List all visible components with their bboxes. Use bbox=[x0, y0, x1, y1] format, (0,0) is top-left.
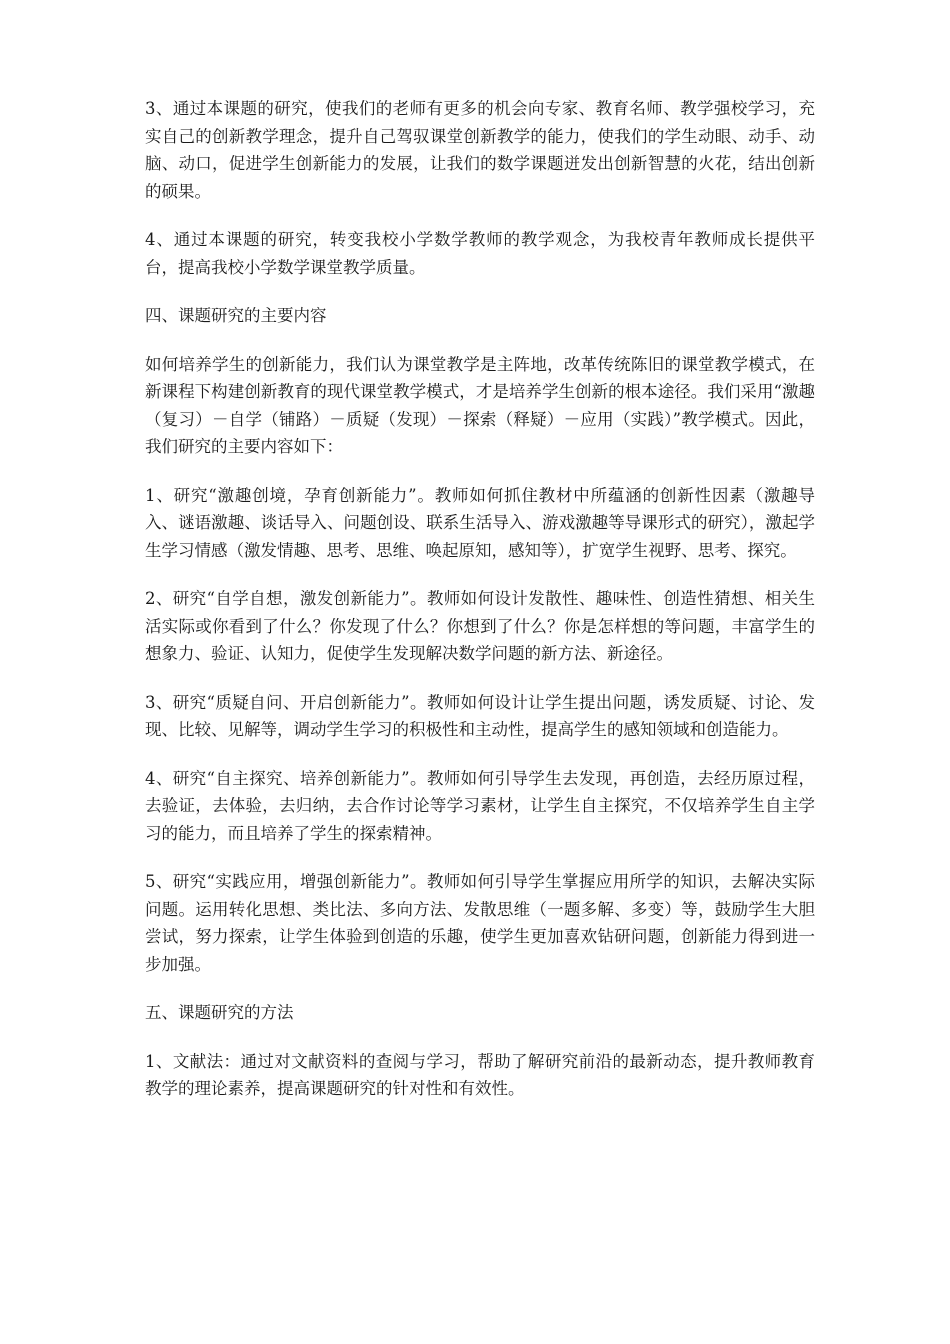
paragraph-method-1: 1、文献法：通过对文献资料的查阅与学习，帮助了解研究前沿的最新动态，提升教师教育教学的理论素养，提高课题研究的针对性和有效性。 bbox=[145, 1051, 815, 1098]
paragraph-content-4: 4、研究“自主探究、培养创新能力”。教师如何引导学生去发现，再创造，去经历原过程，去验证，去体验，去归纳，去合作讨论等学习素材，让学生自主探究，不仅培养学生自主学习的能力，而且培养了学生的探索精神。 bbox=[145, 768, 815, 843]
section-heading-research-methods: 五、课题研究的方法 bbox=[145, 1003, 294, 1022]
paragraph-goal-4: 4、通过本课题的研究，转变我校小学数学教师的教学观念，为我校青年教师成长提供平台，提高我校小学数学课堂教学质量。 bbox=[145, 230, 815, 277]
paragraph-content-3: 3、研究“质疑自问、开启创新能力”。教师如何设计让学生提出问题，诱发质疑、讨论、发现、比较、见解等，调动学生学习的积极性和主动性，提高学生的感知领域和创造能力。 bbox=[145, 692, 815, 739]
paragraph-content-2: 2、研究“自学自想，激发创新能力”。教师如何设计发散性、趣味性、创造性猜想、相关生活实际或你看到了什么？你发现了什么？你想到了什么？你是怎样想的等问题，丰富学生的想象力、验证、认知力，促使学生发现解决数学问题的新方法、新途径。 bbox=[145, 589, 815, 663]
paragraph-content-1: 1、研究“激趣创境，孕育创新能力”。教师如何抓住教材中所蕴涵的创新性因素（激趣导入、谜语激趣、谈话导入、问题创设、联系生活导入、游戏激趣等导课形式的研究），激起学生学习情感（激发情趣、思考、思维、唤起原知，感知等），扩宽学生视野、思考、探究。 bbox=[145, 485, 815, 560]
paragraph-goal-3: 3、通过本课题的研究，使我们的老师有更多的机会向专家、教育名师、教学强校学习，充实自己的创新教学理念，提升自己驾驭课堂创新教学的能力，使我们的学生动眼、动手、动脑、动口，促进学生创新能力的发展，让我们的数学课题迸发出创新智慧的火花，结出创新的硕果。 bbox=[145, 99, 815, 201]
section-heading-research-content: 四、课题研究的主要内容 bbox=[145, 306, 327, 325]
document-page bbox=[145, 95, 815, 1124]
paragraph-content-5: 5、研究“实践应用，增强创新能力”。教师如何引导学生掌握应用所学的知识，去解决实际问题。运用转化思想、类比法、多向方法、发散思维（一题多解、多变）等，鼓励学生大胆尝试，努力探索，让学生体验到创造的乐趣，使学生更加喜欢钻研问题，创新能力得到进一步加强。 bbox=[145, 872, 815, 974]
paragraph-content-intro: 如何培养学生的创新能力，我们认为课堂教学是主阵地，改革传统陈旧的课堂教学模式，在新课程下构建创新教育的现代课堂教学模式，才是培养学生创新的根本途径。我们采用“激趣（复习）－自学（铺路）－质疑（发现）－探索（释疑）－应用（实践）”教学模式。因此，我们研究的主要内容如下： bbox=[145, 354, 815, 456]
